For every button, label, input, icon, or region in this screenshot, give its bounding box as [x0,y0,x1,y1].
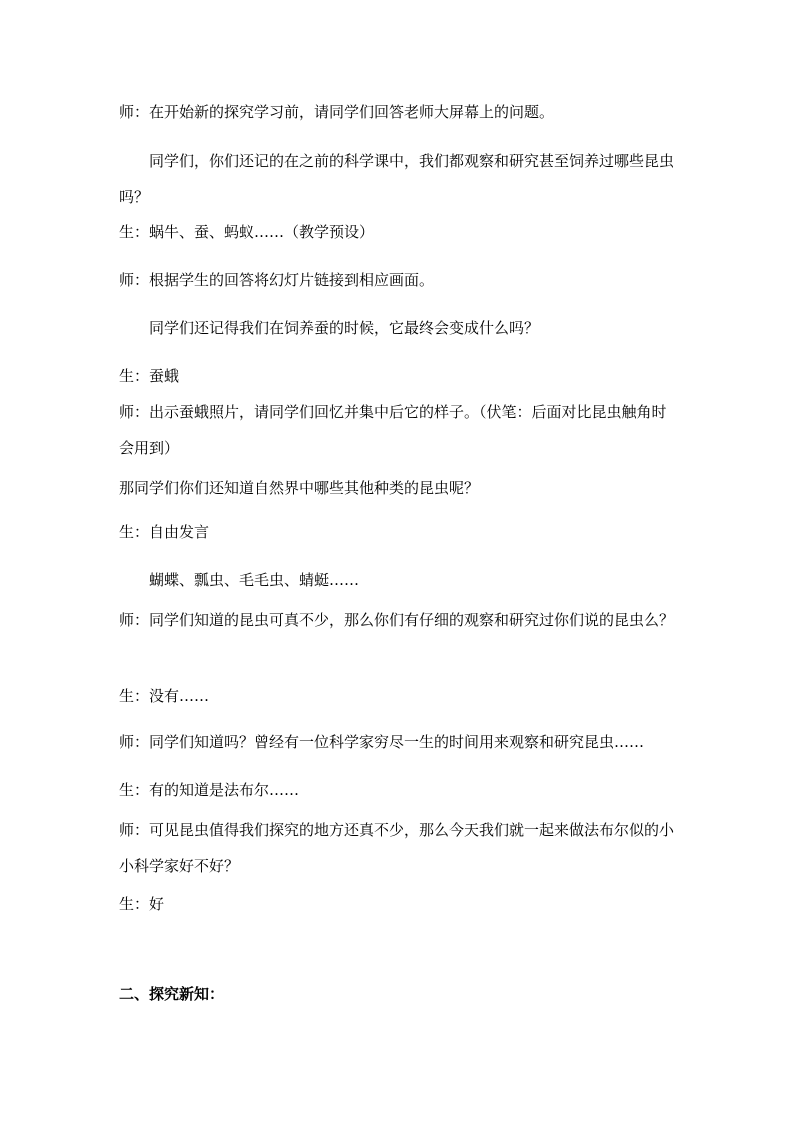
paragraph-teacher-observe: 师：同学们知道的昆虫可真不少，那么你们有仔细的观察和研究过你们说的昆虫么？ [119,611,675,629]
paragraph-teacher-scientist: 师：同学们知道吗？曾经有一位科学家穷尽一生的时间用来观察和研究昆虫…… [119,733,645,751]
paragraph-other-insects-question: 那同学们你们还知道自然界中哪些其他种类的昆虫呢？ [119,479,480,497]
paragraph-student-fabre: 生：有的知道是法布尔…… [119,781,300,799]
section-heading: 二、探究新知： [119,985,225,1003]
paragraph-question: 同学们，你们还记的在之前的科学课中，我们都观察和研究甚至饲养过哪些昆虫吗？ [119,152,675,206]
paragraph-teacher-invite: 师：可见昆虫值得我们探究的地方还真不少，那么今天我们就一起来做法布尔似的小小科学家好不好？ [119,821,675,875]
paragraph-student-answer-1: 生：蜗牛、蚕、蚂蚁……（教学预设） [119,223,375,241]
paragraph-teacher-intro: 师：在开始新的探究学习前，请同学们回答老师大屏幕上的问题。 [119,103,555,121]
paragraph-teacher-slides: 师：根据学生的回答将幻灯片链接到相应画面。 [119,271,435,289]
paragraph-insect-list: 蝴蝶、瓢虫、毛毛虫、蜻蜓…… [149,571,360,589]
paragraph-teacher-photo: 师：出示蚕蛾照片，请同学们回忆并集中后它的样子。（伏笔：后面对比昆虫触角时会用到） [119,403,667,457]
paragraph-student-answer-2: 生：蚕蛾 [119,367,180,385]
paragraph-silkworm-question: 同学们还记得我们在饲养蚕的时候，它最终会变成什么吗？ [149,319,540,337]
paragraph-student-agree: 生：好 [119,895,165,913]
paragraph-student-free-talk: 生：自由发言 [119,523,210,541]
paragraph-student-answer-3: 生：没有…… [119,687,210,705]
